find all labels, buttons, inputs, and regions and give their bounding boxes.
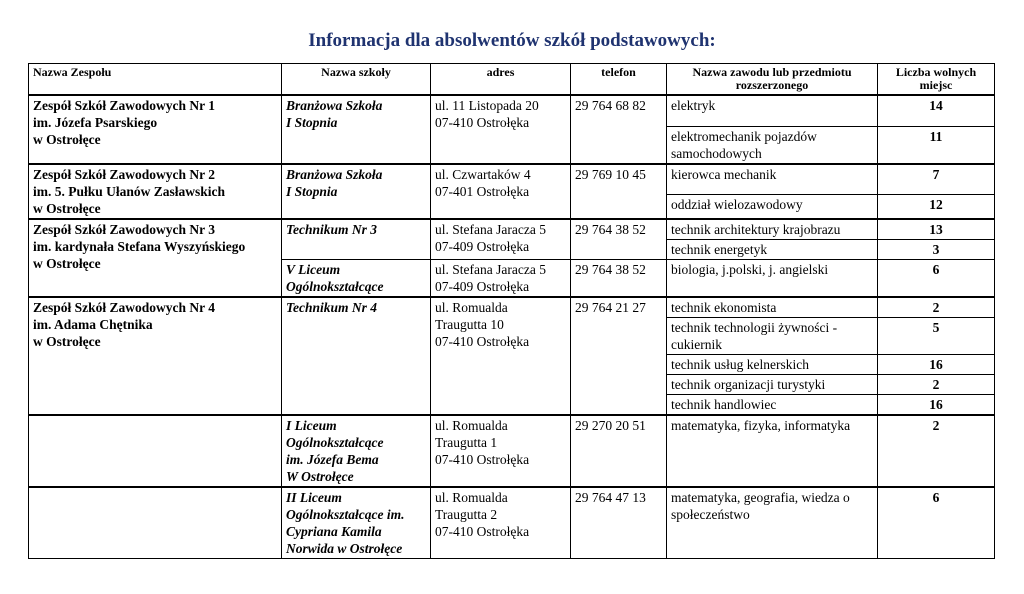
- address-cell: ul. Stefana Jaracza 5 07-409 Ostrołęka: [431, 219, 571, 260]
- table-row: [29, 487, 995, 559]
- profession-cell: biologia, j.polski, j. angielski: [667, 259, 878, 297]
- seats-count-cell: 6: [878, 487, 995, 559]
- table-row: [29, 164, 995, 195]
- seats-count-cell: 5: [878, 317, 995, 354]
- school-name-cell: Branżowa Szkoła I Stopnia: [282, 164, 431, 219]
- address-cell: ul. Romualda Traugutta 2 07-410 Ostrołęka: [431, 487, 571, 559]
- address-cell: ul. Romualda Traugutta 1 07-410 Ostrołęka: [431, 415, 571, 487]
- profession-cell: technik energetyk: [667, 239, 878, 259]
- profession-cell: elektryk: [667, 95, 878, 126]
- school-name-cell: Technikum Nr 4: [282, 297, 431, 415]
- header-telefon: telefon: [571, 64, 667, 96]
- table-body: [29, 95, 995, 559]
- profession-cell: matematyka, fizyka, informatyka: [667, 415, 878, 487]
- phone-cell: 29 764 38 52: [571, 219, 667, 260]
- seats-count-cell: 12: [878, 194, 995, 218]
- profession-cell: technik usług kelnerskich: [667, 354, 878, 374]
- profession-cell: kierowca mechanik: [667, 164, 878, 195]
- profession-cell: technik architektury krajobrazu: [667, 219, 878, 240]
- zespol-name-cell: [29, 487, 282, 559]
- school-name-cell: V Liceum Ogólnokształcące: [282, 259, 431, 297]
- seats-count-cell: 16: [878, 394, 995, 415]
- zespol-name-cell: [29, 415, 282, 487]
- header-row: [29, 64, 995, 96]
- seats-count-cell: 16: [878, 354, 995, 374]
- page-title: Informacja dla absolwentów szkół podstawowych:: [308, 30, 716, 51]
- seats-count-cell: 3: [878, 239, 995, 259]
- header-adres: adres: [431, 64, 571, 96]
- table-row: [29, 95, 995, 126]
- address-cell: ul. Stefana Jaracza 5 07-409 Ostrołęka: [431, 259, 571, 297]
- seats-count-cell: 13: [878, 219, 995, 240]
- header-szkola: Nazwa szkoły: [282, 64, 431, 96]
- profession-cell: technik ekonomista: [667, 297, 878, 318]
- zespol-name-cell: Zespół Szkół Zawodowych Nr 3 im. kardynała Stefana Wyszyńskiego w Ostrołęce: [29, 219, 282, 297]
- phone-cell: 29 764 68 82: [571, 95, 667, 164]
- phone-cell: 29 270 20 51: [571, 415, 667, 487]
- seats-count-cell: 7: [878, 164, 995, 195]
- school-name-cell: II Liceum Ogólnokształcące im. Cypriana Kamila Norwida w Ostrołęce: [282, 487, 431, 559]
- address-cell: ul. 11 Listopada 20 07-410 Ostrołęka: [431, 95, 571, 164]
- profession-cell: elektromechanik pojazdów samochodowych: [667, 126, 878, 164]
- zespol-name-cell: Zespół Szkół Zawodowych Nr 4 im. Adama Chętnika w Ostrołęce: [29, 297, 282, 415]
- phone-cell: 29 764 21 27: [571, 297, 667, 415]
- seats-count-cell: 14: [878, 95, 995, 126]
- profession-cell: technik technologii żywności - cukiernik: [667, 317, 878, 354]
- table-row: [29, 297, 995, 318]
- header-zawod: Nazwa zawodu lub przedmiotu rozszerzonego: [667, 64, 878, 96]
- header-miejsca: Liczba wolnych miejsc: [878, 64, 995, 96]
- school-name-cell: Technikum Nr 3: [282, 219, 431, 260]
- school-name-cell: Branżowa Szkoła I Stopnia: [282, 95, 431, 164]
- address-cell: ul. Romualda Traugutta 10 07-410 Ostrołęka: [431, 297, 571, 415]
- profession-cell: oddział wielozawodowy: [667, 194, 878, 218]
- zespol-name-cell: Zespół Szkół Zawodowych Nr 1 im. Józefa Psarskiego w Ostrołęce: [29, 95, 282, 164]
- profession-cell: matematyka, geografia, wiedza o społeczeństwo: [667, 487, 878, 559]
- profession-cell: technik handlowiec: [667, 394, 878, 415]
- table-row: [29, 219, 995, 240]
- zespol-name-cell: Zespół Szkół Zawodowych Nr 2 im. 5. Pułku Ułanów Zasławskich w Ostrołęce: [29, 164, 282, 219]
- school-name-cell: I Liceum Ogólnokształcące im. Józefa Bema W Ostrołęce: [282, 415, 431, 487]
- seats-count-cell: 2: [878, 297, 995, 318]
- seats-count-cell: 6: [878, 259, 995, 297]
- phone-cell: 29 764 38 52: [571, 259, 667, 297]
- seats-count-cell: 2: [878, 415, 995, 487]
- seats-count-cell: 2: [878, 374, 995, 394]
- address-cell: ul. Czwartaków 4 07-401 Ostrołęka: [431, 164, 571, 219]
- table-row: [29, 415, 995, 487]
- phone-cell: 29 769 10 45: [571, 164, 667, 219]
- phone-cell: 29 764 47 13: [571, 487, 667, 559]
- profession-cell: technik organizacji turystyki: [667, 374, 878, 394]
- schools-table: [28, 63, 995, 559]
- seats-count-cell: 11: [878, 126, 995, 164]
- header-zespol: Nazwa Zespołu: [29, 64, 282, 96]
